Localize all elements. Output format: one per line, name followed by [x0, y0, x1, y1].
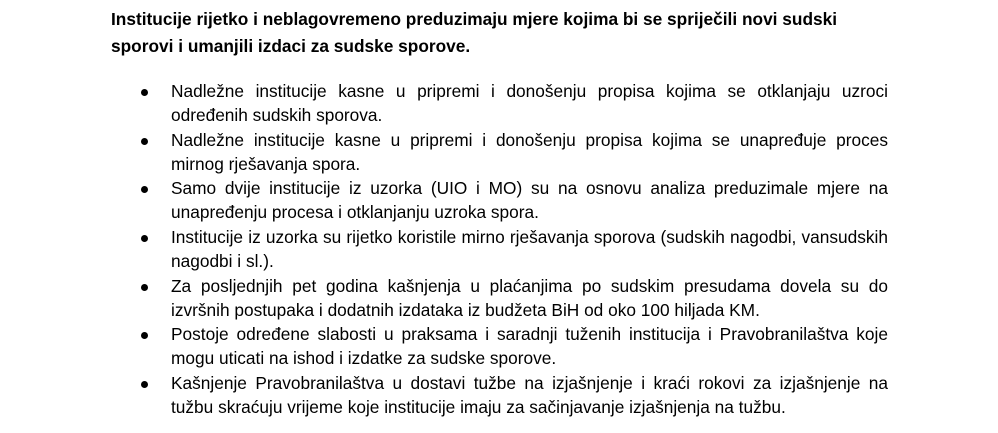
list-item-text: Nadležne institucije kasne u pripremi i donošenju propisa kojima se otklanjaju uzroci određenih sudskih sporova. — [171, 81, 888, 125]
bullet-icon — [141, 235, 148, 242]
list-item — [0, 79, 998, 128]
list-item — [0, 371, 998, 420]
list-item-text: Nadležne institucije kasne u pripremi i donošenju propisa kojima se unapređuje proces mirnog rješavanja spora. — [171, 129, 888, 174]
list-item-text: Samo dvije institucije iz uzorka (UIO i MO) su na osnovu analiza preduzimale mjere na unapređenju procesa i otklanjanju uzroka spora. — [171, 178, 888, 223]
list-item-text: Za posljednjih pet godina kašnjenja u plaćanjima po sudskim presudama dovela su do izvršnih postupaka i dodatnih izdataka iz budžeta BiH od oko 100 hiljada KM. — [171, 275, 888, 320]
list-item — [0, 176, 998, 225]
findings-list — [0, 79, 998, 420]
list-item — [0, 322, 998, 371]
list-item-text: Postoje određene slabosti u praksama i saradnji tuženih institucija i Pravobranilaštva koje mogu uticati na ishod i izdatke za sudske sporove. — [171, 324, 888, 369]
list-item — [0, 225, 998, 274]
bullet-icon — [141, 381, 148, 388]
list-item — [0, 128, 998, 177]
bullet-icon — [141, 138, 148, 145]
list-item — [0, 274, 998, 323]
list-item-text: Institucije iz uzorka su rijetko koristile mirno rješavanja sporova (sudskih nagodbi, vansudskih nagodbi i sl.). — [171, 227, 888, 272]
section-heading: Institucije rijetko i neblagovremeno preduzimaju mjere kojima bi se spriječili novi sudski sporovi i umanjili izdaci za sudske sporove. — [111, 9, 838, 56]
bullet-icon — [141, 284, 148, 291]
bullet-icon — [141, 186, 148, 193]
bullet-icon — [141, 89, 148, 96]
list-item-text: Kašnjenje Pravobranilaštva u dostavi tužbe na izjašnjenje i kraći rokovi za izjašnjenje na tužbu skraćuju vrijeme koje institucije imaju za sačinjavanje izjašnjenja na tužbu. — [171, 373, 888, 418]
bullet-icon — [141, 332, 148, 339]
